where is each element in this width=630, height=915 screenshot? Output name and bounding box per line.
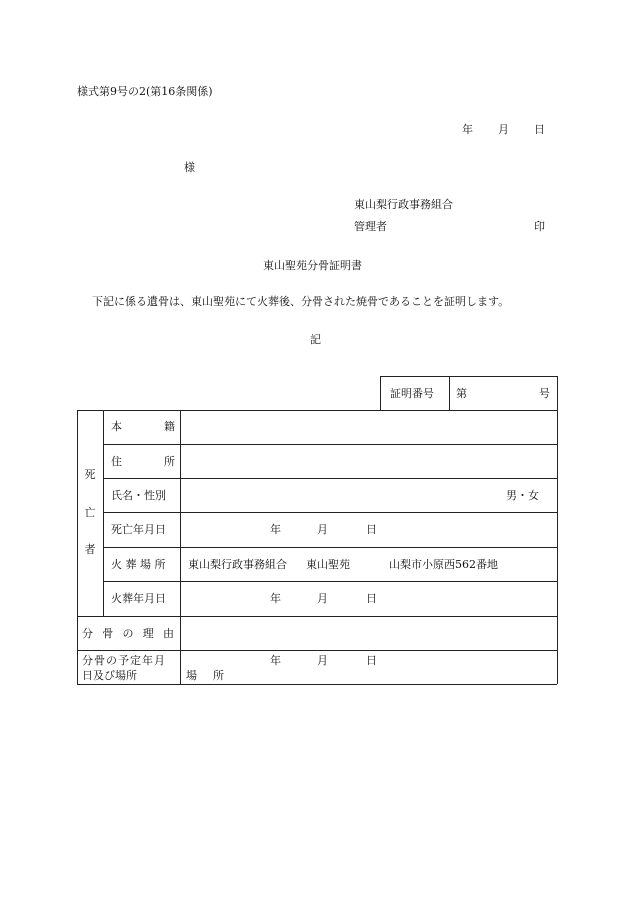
cremation-place-address: 山梨市小原西562番地: [389, 558, 498, 571]
issuer-role: 管理者: [354, 220, 387, 233]
honseki-label: 本 籍: [111, 420, 175, 433]
cremation-place-org: 東山梨行政事務組合: [188, 558, 287, 571]
death-date-month: 月: [317, 523, 328, 536]
cremation-place-label: 火 葬 場 所: [111, 558, 166, 571]
issuer-seal: 印: [534, 220, 545, 233]
planned-label-line2: 日及び場所: [82, 669, 137, 682]
planned-place-label: 場 所: [186, 669, 224, 682]
form-reference: 様式第9号の2(第16条関係): [77, 85, 213, 98]
planned-date-month: 月: [317, 654, 328, 667]
ki-label: 記: [310, 333, 321, 346]
deceased-group-label: 死 亡 者: [84, 468, 96, 556]
address-label: 住 所: [111, 455, 175, 468]
date-day: 日: [534, 123, 545, 136]
death-date-day: 日: [366, 523, 377, 536]
cert-number-prefix: 第: [456, 387, 467, 400]
date-year: 年: [462, 123, 473, 136]
cremation-date-label: 火葬年月日: [111, 592, 166, 605]
death-date-year: 年: [270, 523, 281, 536]
death-date-label: 死亡年月日: [111, 523, 166, 536]
cremation-date-year: 年: [270, 592, 281, 605]
cremation-place-facility: 東山聖苑: [306, 558, 350, 571]
planned-label-line1: 分骨の予定年月: [82, 654, 166, 667]
planned-date-year: 年: [270, 654, 281, 667]
name-sex-label: 氏名・性別: [111, 489, 166, 502]
cert-number-suffix: 号: [539, 387, 550, 400]
planned-date-day: 日: [366, 654, 377, 667]
cremation-date-day: 日: [366, 592, 377, 605]
statement-text: 下記に係る遺骨は、東山聖苑にて火葬後、分骨された焼骨であることを証明します。: [92, 295, 510, 308]
sex-options: 男・女: [506, 489, 539, 502]
bunkotsu-reason-label: 分 骨 の 理 由: [82, 627, 174, 640]
addressee-suffix: 様: [184, 161, 195, 174]
issuer-org: 東山梨行政事務組合: [354, 198, 453, 211]
document-title: 東山聖苑分骨証明書: [263, 259, 362, 272]
cert-number-label: 証明番号: [390, 387, 434, 400]
cremation-date-month: 月: [317, 592, 328, 605]
date-month: 月: [498, 123, 509, 136]
